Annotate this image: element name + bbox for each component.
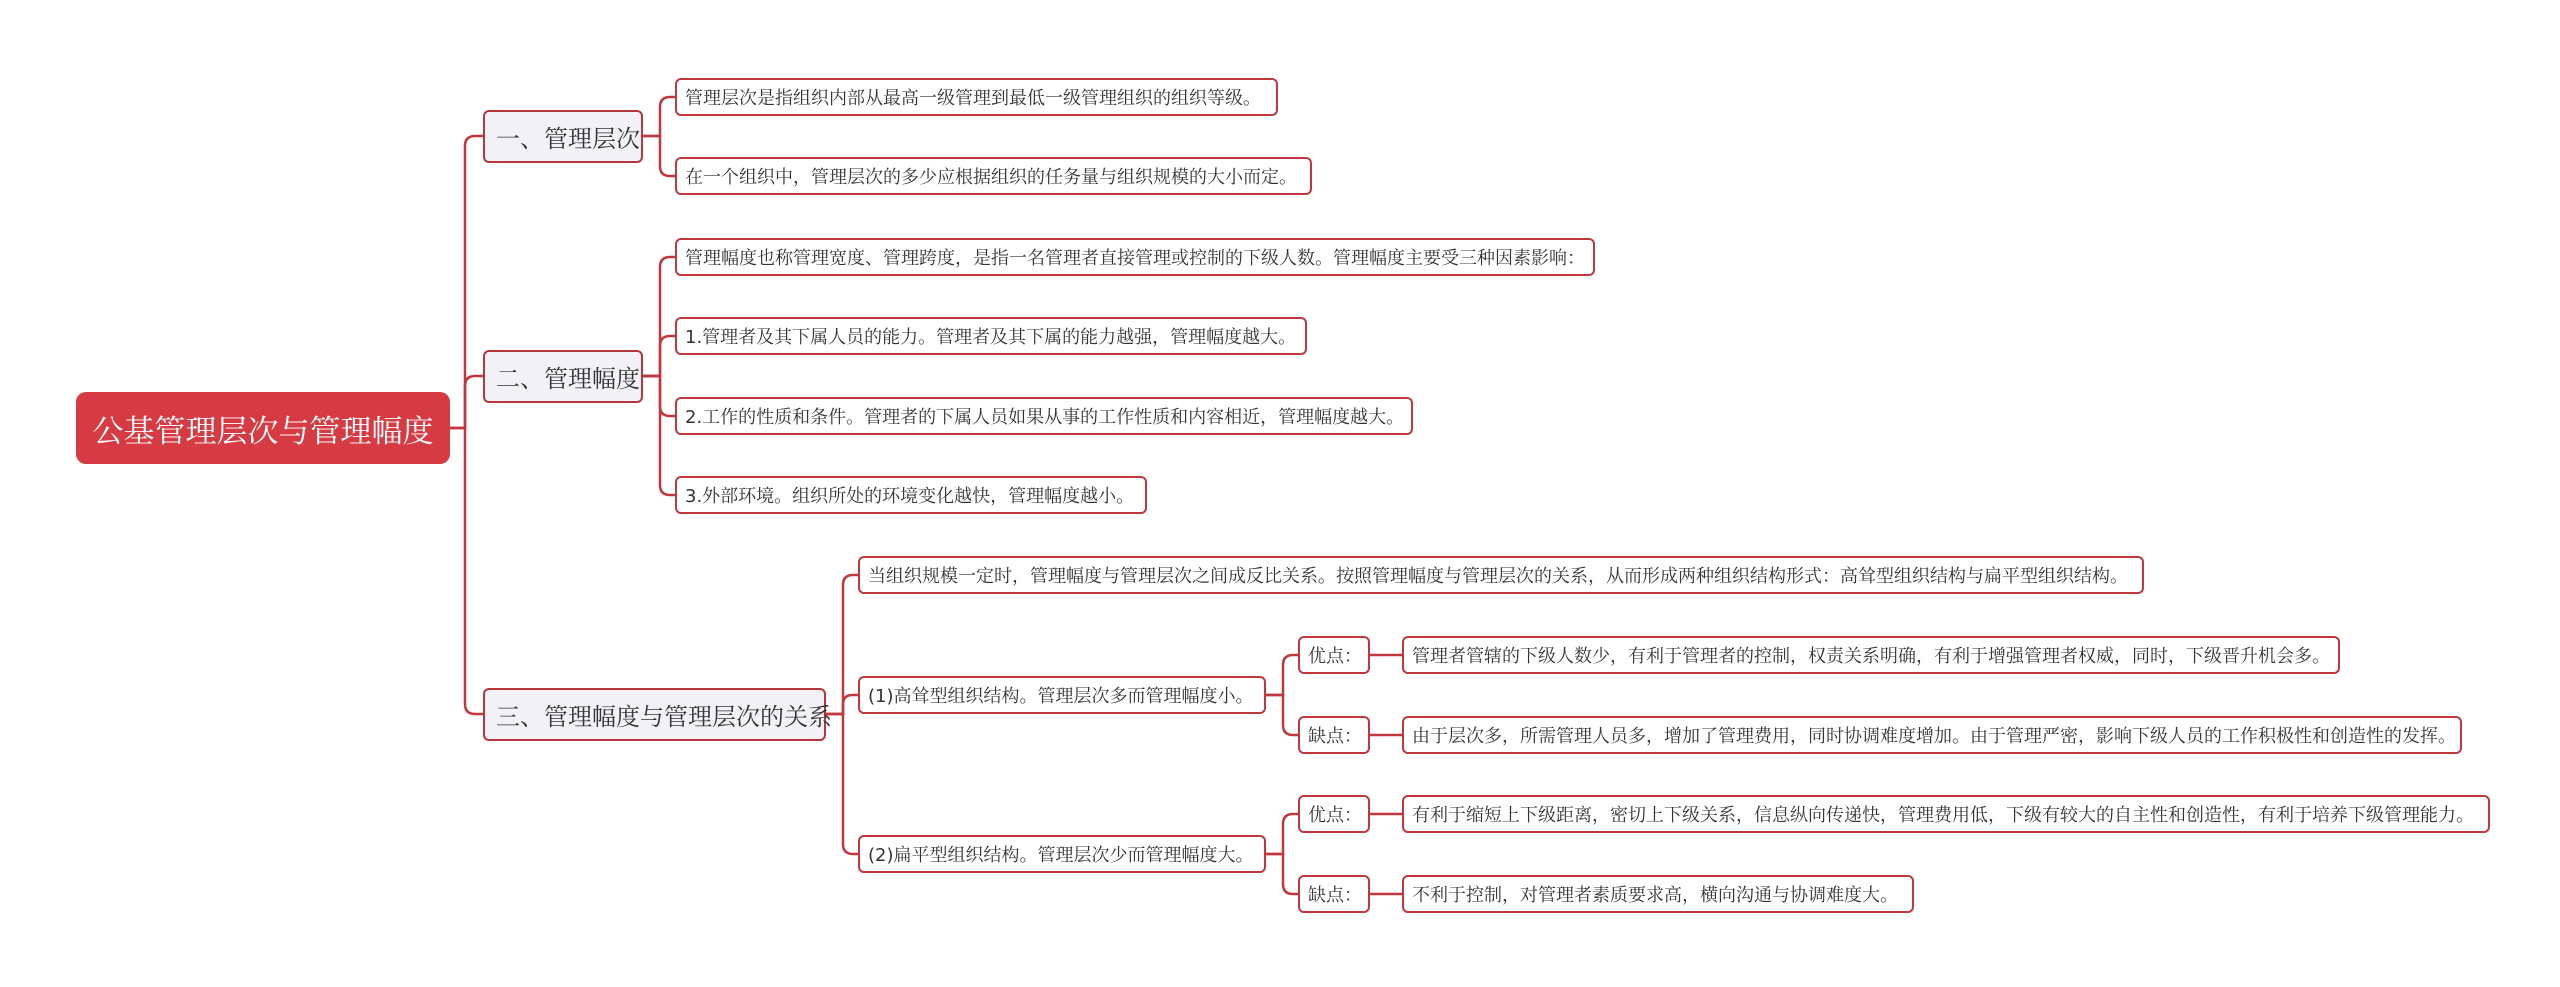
flat-pros-label[interactable]: 优点： bbox=[1298, 795, 1370, 833]
flat-cons-label[interactable]: 缺点： bbox=[1298, 875, 1370, 913]
connector-line bbox=[450, 428, 483, 714]
flat-pros-text[interactable]: 有利于缩短上下级距离，密切上下级关系，信息纵向传递快，管理费用低，下级有较大的自主性和创造性，有利于培养下级管理能力。 bbox=[1402, 795, 2490, 833]
relation-intro[interactable]: 当组织规模一定时，管理幅度与管理层次之间成反比关系。按照管理幅度与管理层次的关系，从而形成两种组织结构形式：高耸型组织结构与扁平型组织结构。 bbox=[858, 556, 2144, 594]
connector-line bbox=[826, 714, 858, 854]
tall-structure[interactable]: (1)高耸型组织结构。管理层次多而管理幅度小。 bbox=[858, 676, 1266, 714]
connector-line bbox=[643, 97, 675, 136]
connector-line bbox=[1266, 695, 1298, 735]
connector-line bbox=[643, 376, 675, 495]
connector-line bbox=[1266, 655, 1298, 695]
tall-cons-label[interactable]: 缺点： bbox=[1298, 716, 1370, 754]
connector-line bbox=[450, 376, 483, 428]
connector-line bbox=[643, 136, 675, 176]
connector-line bbox=[1266, 854, 1298, 894]
tall-pros-label[interactable]: 优点： bbox=[1298, 636, 1370, 674]
span-factor-work-nature[interactable]: 2.工作的性质和条件。管理者的下属人员如果从事的工作性质和内容相近，管理幅度越大。 bbox=[675, 397, 1413, 435]
connector-line bbox=[826, 575, 858, 714]
flat-structure[interactable]: (2)扁平型组织结构。管理层次少而管理幅度大。 bbox=[858, 835, 1266, 873]
span-factor-environment[interactable]: 3.外部环境。组织所处的环境变化越快，管理幅度越小。 bbox=[675, 476, 1147, 514]
span-definition[interactable]: 管理幅度也称管理宽度、管理跨度，是指一名管理者直接管理或控制的下级人数。管理幅度主要受三种因素影响： bbox=[675, 238, 1595, 276]
tall-cons-text[interactable]: 由于层次多，所需管理人员多，增加了管理费用，同时协调难度增加。由于管理严密，影响下级人员的工作积极性和创造性的发挥。 bbox=[1402, 716, 2462, 754]
root-topic[interactable]: 公基管理层次与管理幅度 bbox=[76, 392, 450, 464]
tall-pros-text[interactable]: 管理者管辖的下级人数少，有利于管理者的控制，权责关系明确，有利于增强管理者权威，同时，下级晋升机会多。 bbox=[1402, 636, 2340, 674]
levels-definition[interactable]: 管理层次是指组织内部从最高一级管理到最低一级管理组织的组织等级。 bbox=[675, 78, 1278, 116]
branch-management-levels[interactable]: 一、管理层次 bbox=[483, 110, 643, 163]
flat-cons-text[interactable]: 不利于控制，对管理者素质要求高，横向沟通与协调难度大。 bbox=[1402, 875, 1914, 913]
connector-line bbox=[1266, 814, 1298, 854]
connector-line bbox=[450, 136, 483, 428]
branch-management-span[interactable]: 二、管理幅度 bbox=[483, 350, 643, 403]
span-factor-ability[interactable]: 1.管理者及其下属人员的能力。管理者及其下属的能力越强，管理幅度越大。 bbox=[675, 317, 1307, 355]
levels-determination[interactable]: 在一个组织中，管理层次的多少应根据组织的任务量与组织规模的大小而定。 bbox=[675, 157, 1312, 195]
branch-span-levels-relation[interactable]: 三、管理幅度与管理层次的关系 bbox=[483, 688, 826, 741]
